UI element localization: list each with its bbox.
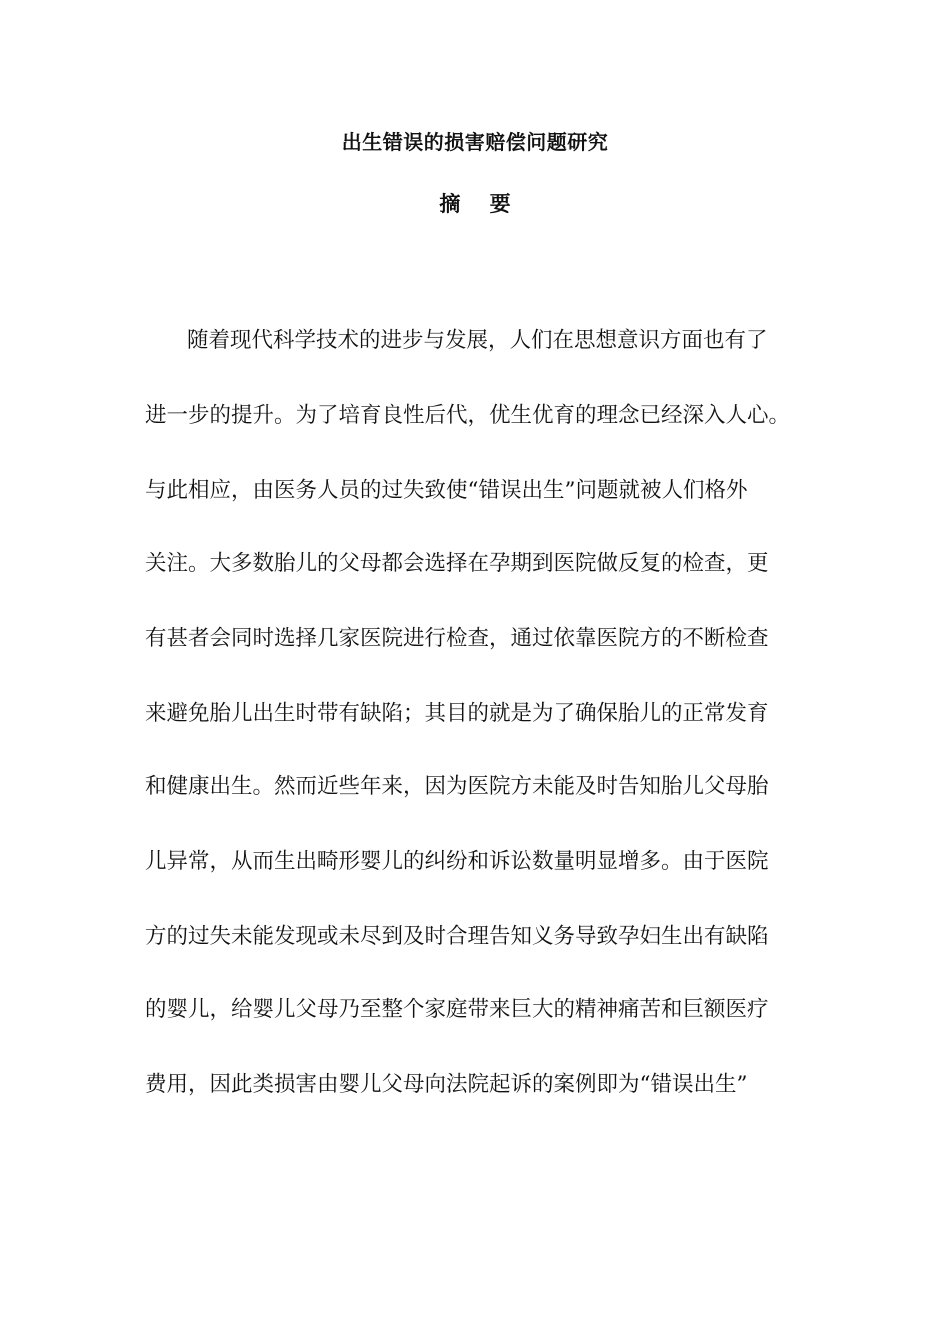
document-title: 出生错误的损害赔偿问题研究: [341, 130, 609, 154]
abstract-line: 儿异常，从而生出畸形婴儿的纠纷和诉讼数量明显增多。由于医院: [145, 849, 769, 874]
abstract-line: 和健康出生。然而近些年来，因为医院方未能及时告知胎儿父母胎: [145, 774, 769, 799]
abstract-line: 与此相应，由医务人员的过失致使“错误出生”问题就被人们格外: [145, 478, 748, 503]
abstract-line: 关注。大多数胎儿的父母都会选择在孕期到医院做反复的检查，更: [145, 551, 769, 576]
abstract-line: 方的过失未能发现或未尽到及时合理告知义务导致孕妇生出有缺陷: [145, 924, 769, 949]
abstract-line: 来避免胎儿出生时带有缺陷；其目的就是为了确保胎儿的正常发育: [145, 701, 769, 726]
abstract-line: 的婴儿，给婴儿父母乃至整个家庭带来巨大的精神痛苦和巨额医疗: [145, 997, 769, 1022]
abstract-line: 有甚者会同时选择几家医院进行检查，通过依靠医院方的不断检查: [145, 626, 769, 651]
abstract-line: 进一步的提升。为了培育良性后代，优生优育的理念已经深入人心。: [145, 403, 791, 428]
abstract-line: 费用，因此类损害由婴儿父母向法院起诉的案例即为“错误出生”: [145, 1072, 748, 1097]
abstract-line: 随着现代科学技术的进步与发展，人们在思想意识方面也有了: [187, 328, 768, 353]
abstract-heading: 摘 要: [439, 192, 511, 216]
